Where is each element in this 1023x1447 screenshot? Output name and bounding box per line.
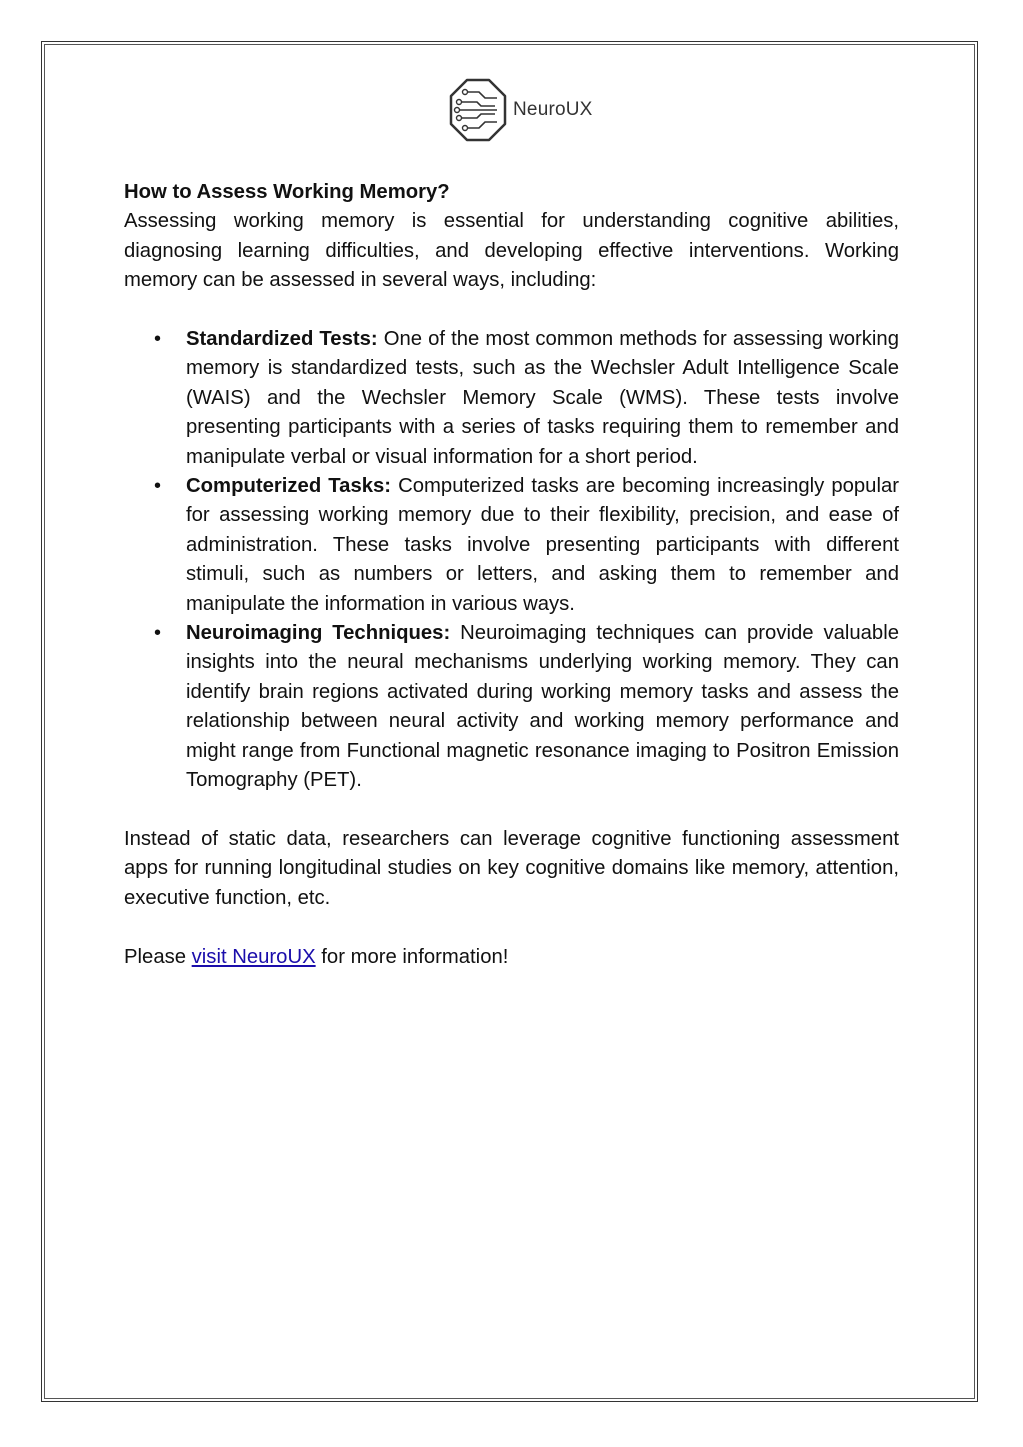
bullet-icon: • (154, 622, 162, 645)
method-description: One of the most common methods for assessing working memory is standardized tests, such as the Wechsler Adult Intelligence Scale (WAIS) and the Wechsler Memory Scale (WMS). These tests involve presenting participants with a series of tasks requiring them to remember and manipulate verbal or visual information for a short period. (186, 328, 899, 468)
cta-suffix: for more information! (315, 945, 509, 968)
closing-paragraph: Instead of static data, researchers can leverage cognitive functioning assessment apps for running longitudinal studies on key cognitive domains like memory, attention, executive function, etc. (124, 827, 899, 909)
section-heading: How to Assess Working Memory? (124, 181, 450, 203)
visit-neuroux-link[interactable]: visit NeuroUX (191, 945, 316, 968)
list-item-computerized-tasks (124, 472, 899, 619)
method-description: Computerized tasks are becoming increasingly popular for assessing working memory due to their flexibility, precision, and ease of administration. These tasks involve presenting participants with different stimuli, such as numbers or letters, and asking them to remember and manipulate the information in various ways. (186, 475, 899, 615)
logo-text: NeuroUX (513, 99, 593, 120)
spacer (124, 296, 899, 325)
cta-paragraph (124, 943, 899, 972)
spacer (124, 796, 899, 825)
neuroux-logo (449, 77, 609, 143)
cta-prefix: Please (124, 945, 192, 968)
spacer (124, 913, 899, 942)
bullet-icon: • (154, 328, 162, 351)
bullet-icon: • (154, 475, 162, 498)
method-term: Neuroimaging Techniques: (186, 622, 461, 645)
intro-paragraph: Assessing working memory is essential for understanding cognitive abilities, diagnosing learning difficulties, and developing effective interventions. Working memory can be assessed in several ways, including: (124, 210, 899, 292)
method-term: Standardized Tests: (186, 328, 384, 351)
article-body (124, 178, 899, 972)
method-description: Neuroimaging techniques can provide valuable insights into the neural mechanisms underlying working memory. They can identify brain regions activated during working memory tasks and assess the relationship between neural activity and working memory performance and might range from Functional magnetic resonance imaging to Positron Emission Tomography (PET). (186, 622, 900, 792)
circuit-brain-hexagon-icon (449, 78, 507, 142)
method-term: Computerized Tasks: (186, 475, 399, 498)
assessment-methods-list (124, 325, 899, 796)
list-item-neuroimaging-techniques (124, 619, 899, 795)
list-item-standardized-tests (124, 325, 899, 472)
